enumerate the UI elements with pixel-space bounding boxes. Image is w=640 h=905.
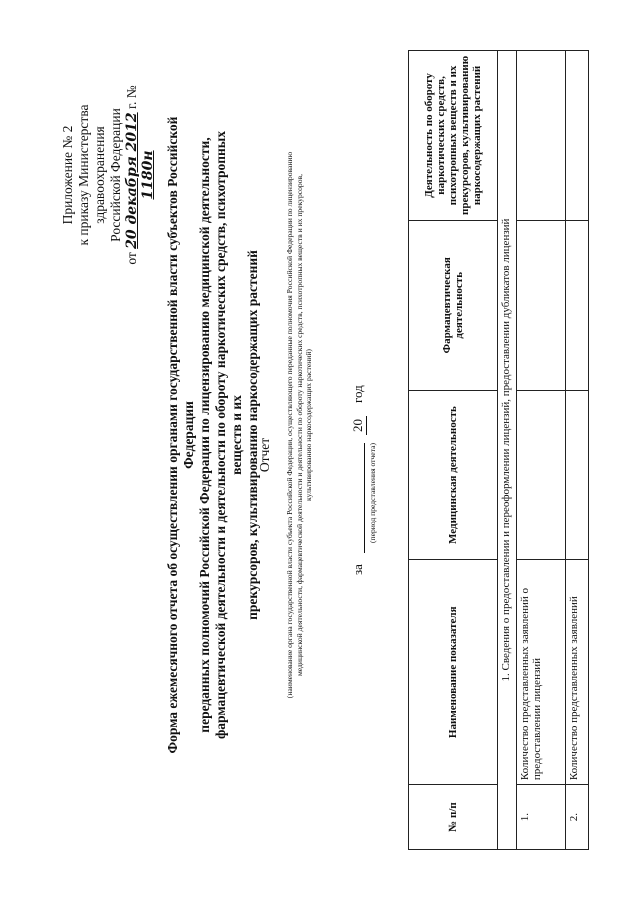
column-header: Медицинская деятельность	[409, 390, 498, 560]
handwritten-number: 1180н	[140, 150, 156, 200]
org-name-note: (наименование органа государственной власти субъекта Российской Федерации, осуществляющего переданные полномочия Российской Федерации по лицензированию медицинской деятельности, фармацевтической деятельности и деятельности по обороту наркотических средств, психотропных веществ и их прекурсоров, культивированию наркосодержащих растений)	[285, 151, 313, 699]
annex-date-line: от 20 декабря 2012 г. № 1180н	[124, 85, 156, 265]
column-header: Деятельность по обороту наркотических средств, психотропных веществ и их прекурсоров, культивированию наркосодержащих растений	[409, 51, 498, 221]
handwritten-date: 20 декабря 2012	[124, 112, 140, 249]
column-header: Наименование показателя	[409, 560, 498, 785]
page-cutoff	[624, 0, 640, 905]
row-cell	[517, 390, 566, 560]
row-number: 2.	[566, 785, 589, 850]
row-cell	[566, 220, 589, 390]
row-cell	[517, 51, 566, 221]
table-header-row	[409, 51, 498, 850]
annex-ministry: Российской Федерации	[108, 108, 123, 242]
column-header: Фармацевтическая деятельность	[409, 220, 498, 390]
annex-order: к приказу Министерства здравоохранения	[76, 104, 107, 246]
column-header: № п/п	[409, 785, 498, 850]
period-line: за 20 год	[350, 385, 365, 575]
report-heading: Отчет	[257, 437, 272, 473]
row-cell	[566, 390, 589, 560]
table-section-row	[498, 51, 517, 850]
report-table	[408, 50, 589, 850]
row-cell	[517, 220, 566, 390]
row-cell	[566, 51, 589, 221]
annex-header	[60, 65, 156, 285]
section-title: 1. Сведения о предоставлении и переоформлении лицензий, предоставлении дубликатов лицензий	[498, 51, 517, 850]
form-title: Форма ежемесячного отчета об осуществлении органами государственной власти субъектов Российской Федерации переданных полномочий Российской Федерации по лицензированию медицинской деятельности, фармацевтической деятельности и деятельности по обороту наркотических средств, психотропных веществ и их прекурсоров, культивированию наркосодержащих растений	[165, 116, 260, 754]
table-row	[566, 51, 589, 850]
period-blank	[364, 443, 365, 553]
row-indicator: Количество представленных заявлений о предоставлении лицензий	[517, 560, 566, 785]
period-note: (период представления отчета)	[368, 443, 377, 543]
row-number: 1.	[517, 785, 566, 850]
annex-number: Приложение № 2	[60, 125, 75, 225]
row-indicator: Количество представленных заявлений	[566, 560, 589, 785]
table-row	[517, 51, 566, 850]
